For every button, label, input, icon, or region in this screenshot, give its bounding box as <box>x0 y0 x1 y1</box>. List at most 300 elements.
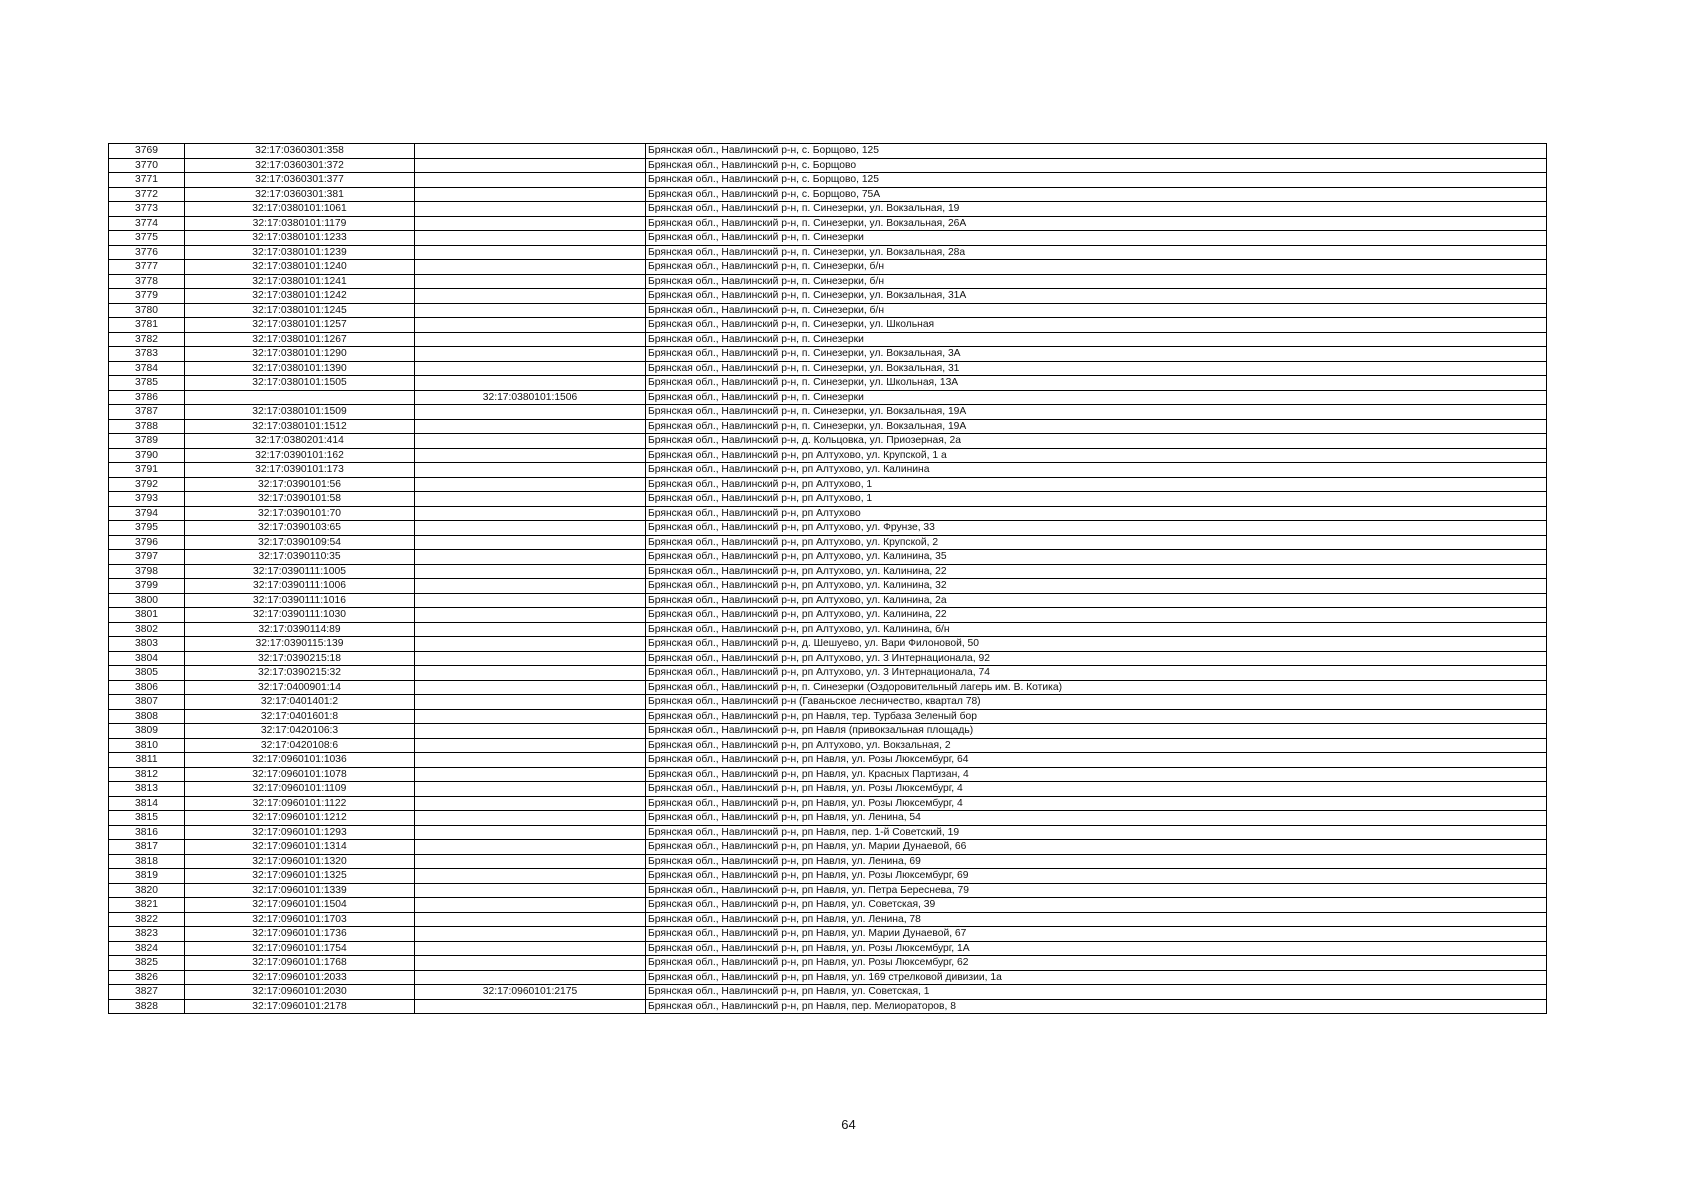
cadastral-number-cell: 32:17:0380101:1509 <box>185 405 415 420</box>
address-cell: Брянская обл., Навлинский р-н, п. Синезерки (Оздоровительный лагерь им. В. Котика) <box>646 680 1547 695</box>
secondary-cadastral-number-cell <box>415 187 646 202</box>
cadastral-number-cell: 32:17:0390101:58 <box>185 492 415 507</box>
secondary-cadastral-number-cell <box>415 608 646 623</box>
cadastral-number-cell: 32:17:0380101:1241 <box>185 274 415 289</box>
secondary-cadastral-number-cell <box>415 245 646 260</box>
address-cell: Брянская обл., Навлинский р-н, рп Алтухово, 1 <box>646 492 1547 507</box>
address-cell: Брянская обл., Навлинский р-н, п. Синезерки, ул. Вокзальная, 31А <box>646 289 1547 304</box>
row-number-cell: 3785 <box>109 376 185 391</box>
secondary-cadastral-number-cell <box>415 405 646 420</box>
secondary-cadastral-number-cell <box>415 651 646 666</box>
row-number-cell: 3805 <box>109 666 185 681</box>
secondary-cadastral-number-cell <box>415 927 646 942</box>
address-cell: Брянская обл., Навлинский р-н, рп Алтухово, ул. Крупской, 1 а <box>646 448 1547 463</box>
address-cell: Брянская обл., Навлинский р-н, рп Навля, ул. Розы Люксембург, 62 <box>646 956 1547 971</box>
table-row <box>109 202 1547 217</box>
table-row <box>109 985 1547 1000</box>
secondary-cadastral-number-cell <box>415 158 646 173</box>
row-number-cell: 3801 <box>109 608 185 623</box>
cadastral-number-cell: 32:17:0420106:3 <box>185 724 415 739</box>
address-cell: Брянская обл., Навлинский р-н, п. Синезерки, ул. Вокзальная, 19А <box>646 419 1547 434</box>
address-cell: Брянская обл., Навлинский р-н, рп Алтухово, ул. 3 Интернационала, 74 <box>646 666 1547 681</box>
table-row <box>109 883 1547 898</box>
cadastral-number-cell: 32:17:0390110:35 <box>185 550 415 565</box>
row-number-cell: 3787 <box>109 405 185 420</box>
row-number-cell: 3771 <box>109 173 185 188</box>
row-number-cell: 3814 <box>109 796 185 811</box>
cadastral-number-cell: 32:17:0960101:2033 <box>185 970 415 985</box>
table-row <box>109 651 1547 666</box>
secondary-cadastral-number-cell <box>415 854 646 869</box>
cadastral-number-cell: 32:17:0960101:1325 <box>185 869 415 884</box>
row-number-cell: 3793 <box>109 492 185 507</box>
row-number-cell: 3798 <box>109 564 185 579</box>
cadastral-number-cell: 32:17:0390215:32 <box>185 666 415 681</box>
address-cell: Брянская обл., Навлинский р-н, рп Алтухово, ул. Калинина, 2а <box>646 593 1547 608</box>
row-number-cell: 3828 <box>109 999 185 1014</box>
row-number-cell: 3819 <box>109 869 185 884</box>
table-row <box>109 608 1547 623</box>
cadastral-number-cell: 32:17:0380101:1179 <box>185 216 415 231</box>
cadastral-number-cell: 32:17:0960101:1754 <box>185 941 415 956</box>
row-number-cell: 3803 <box>109 637 185 652</box>
row-number-cell: 3783 <box>109 347 185 362</box>
address-cell: Брянская обл., Навлинский р-н, п. Синезерки, б/н <box>646 303 1547 318</box>
cadastral-number-cell: 32:17:0960101:1036 <box>185 753 415 768</box>
cadastral-number-cell: 32:17:0960101:1320 <box>185 854 415 869</box>
row-number-cell: 3780 <box>109 303 185 318</box>
address-cell: Брянская обл., Навлинский р-н, рп Навля, ул. Петра Береснева, 79 <box>646 883 1547 898</box>
cadastral-number-cell: 32:17:0380101:1390 <box>185 361 415 376</box>
row-number-cell: 3802 <box>109 622 185 637</box>
table-row <box>109 434 1547 449</box>
cadastral-number-cell: 32:17:0960101:1109 <box>185 782 415 797</box>
table-body <box>109 144 1547 1014</box>
cadastral-number-cell: 32:17:0960101:2178 <box>185 999 415 1014</box>
address-cell: Брянская обл., Навлинский р-н, с. Борщово, 75А <box>646 187 1547 202</box>
address-cell: Брянская обл., Навлинский р-н, рп Навля, ул. Ленина, 78 <box>646 912 1547 927</box>
secondary-cadastral-number-cell <box>415 593 646 608</box>
table-row <box>109 593 1547 608</box>
cadastral-number-cell: 32:17:0390101:162 <box>185 448 415 463</box>
secondary-cadastral-number-cell <box>415 999 646 1014</box>
secondary-cadastral-number-cell <box>415 492 646 507</box>
address-cell: Брянская обл., Навлинский р-н, рп Навля, пер. Мелиораторов, 8 <box>646 999 1547 1014</box>
cadastral-number-cell: 32:17:0380101:1267 <box>185 332 415 347</box>
secondary-cadastral-number-cell <box>415 564 646 579</box>
row-number-cell: 3823 <box>109 927 185 942</box>
table-row <box>109 376 1547 391</box>
address-cell: Брянская обл., Навлинский р-н, рп Навля, ул. Ленина, 69 <box>646 854 1547 869</box>
row-number-cell: 3797 <box>109 550 185 565</box>
row-number-cell: 3778 <box>109 274 185 289</box>
row-number-cell: 3772 <box>109 187 185 202</box>
address-cell: Брянская обл., Навлинский р-н, рп Алтухово, ул. Крупской, 2 <box>646 535 1547 550</box>
address-cell: Брянская обл., Навлинский р-н, рп Алтухово <box>646 506 1547 521</box>
row-number-cell: 3806 <box>109 680 185 695</box>
address-cell: Брянская обл., Навлинский р-н, с. Борщово <box>646 158 1547 173</box>
table-row <box>109 767 1547 782</box>
cadastral-number-cell: 32:17:0960101:1768 <box>185 956 415 971</box>
cadastral-number-cell: 32:17:0420108:6 <box>185 738 415 753</box>
cadastral-number-cell: 32:17:0390215:18 <box>185 651 415 666</box>
table-row <box>109 245 1547 260</box>
secondary-cadastral-number-cell <box>415 840 646 855</box>
address-cell: Брянская обл., Навлинский р-н, рп Алтухово, ул. Калинина, 22 <box>646 608 1547 623</box>
address-cell: Брянская обл., Навлинский р-н, рп Навля, ул. Розы Люксембург, 4 <box>646 796 1547 811</box>
cadastral-number-cell: 32:17:0380101:1512 <box>185 419 415 434</box>
cadastral-number-cell: 32:17:0360301:381 <box>185 187 415 202</box>
secondary-cadastral-number-cell <box>415 274 646 289</box>
secondary-cadastral-number-cell <box>415 680 646 695</box>
address-cell: Брянская обл., Навлинский р-н, рп Навля, ул. Ленина, 54 <box>646 811 1547 826</box>
row-number-cell: 3813 <box>109 782 185 797</box>
address-cell: Брянская обл., Навлинский р-н, рп Алтухово, ул. Калинина, 32 <box>646 579 1547 594</box>
cadastral-number-cell: 32:17:0960101:1703 <box>185 912 415 927</box>
row-number-cell: 3818 <box>109 854 185 869</box>
table-row <box>109 303 1547 318</box>
table-row <box>109 390 1547 405</box>
table-row <box>109 216 1547 231</box>
cadastral-number-cell: 32:17:0380101:1245 <box>185 303 415 318</box>
cadastral-number-cell: 32:17:0960101:2030 <box>185 985 415 1000</box>
secondary-cadastral-number-cell <box>415 318 646 333</box>
row-number-cell: 3810 <box>109 738 185 753</box>
address-cell: Брянская обл., Навлинский р-н, рп Навля, пер. 1-й Советский, 19 <box>646 825 1547 840</box>
secondary-cadastral-number-cell <box>415 695 646 710</box>
secondary-cadastral-number-cell <box>415 956 646 971</box>
row-number-cell: 3804 <box>109 651 185 666</box>
cadastral-number-cell: 32:17:0390111:1030 <box>185 608 415 623</box>
secondary-cadastral-number-cell <box>415 202 646 217</box>
secondary-cadastral-number-cell <box>415 173 646 188</box>
table-row <box>109 448 1547 463</box>
table-row <box>109 550 1547 565</box>
row-number-cell: 3815 <box>109 811 185 826</box>
secondary-cadastral-number-cell <box>415 782 646 797</box>
secondary-cadastral-number-cell <box>415 912 646 927</box>
secondary-cadastral-number-cell <box>415 869 646 884</box>
cadastral-number-cell: 32:17:0360301:358 <box>185 144 415 159</box>
cadastral-number-cell: 32:17:0960101:1078 <box>185 767 415 782</box>
address-cell: Брянская обл., Навлинский р-н, п. Синезерки, б/н <box>646 274 1547 289</box>
address-cell: Брянская обл., Навлинский р-н, рп Алтухово, ул. 3 Интернационала, 92 <box>646 651 1547 666</box>
secondary-cadastral-number-cell <box>415 419 646 434</box>
secondary-cadastral-number-cell <box>415 144 646 159</box>
secondary-cadastral-number-cell <box>415 767 646 782</box>
cadastral-number-cell: 32:17:0390101:70 <box>185 506 415 521</box>
secondary-cadastral-number-cell <box>415 303 646 318</box>
address-cell: Брянская обл., Навлинский р-н, п. Синезерки <box>646 332 1547 347</box>
address-cell: Брянская обл., Навлинский р-н, рп Алтухово, 1 <box>646 477 1547 492</box>
address-cell: Брянская обл., Навлинский р-н, рп Навля, ул. Розы Люксембург, 1А <box>646 941 1547 956</box>
secondary-cadastral-number-cell <box>415 231 646 246</box>
page-number: 64 <box>841 1117 856 1132</box>
table-row <box>109 637 1547 652</box>
secondary-cadastral-number-cell <box>415 941 646 956</box>
cadastral-number-cell: 32:17:0390114:89 <box>185 622 415 637</box>
register-table <box>108 143 1547 1014</box>
row-number-cell: 3826 <box>109 970 185 985</box>
secondary-cadastral-number-cell <box>415 637 646 652</box>
address-cell: Брянская обл., Навлинский р-н, рп Навля (привокзальная площадь) <box>646 724 1547 739</box>
secondary-cadastral-number-cell <box>415 970 646 985</box>
table-row <box>109 724 1547 739</box>
cadastral-number-cell: 32:17:0390115:139 <box>185 637 415 652</box>
secondary-cadastral-number-cell <box>415 448 646 463</box>
table-row <box>109 579 1547 594</box>
table-row <box>109 970 1547 985</box>
table-row <box>109 535 1547 550</box>
row-number-cell: 3800 <box>109 593 185 608</box>
secondary-cadastral-number-cell <box>415 347 646 362</box>
row-number-cell: 3796 <box>109 535 185 550</box>
address-cell: Брянская обл., Навлинский р-н, рп Навля, ул. Розы Люксембург, 64 <box>646 753 1547 768</box>
address-cell: Брянская обл., Навлинский р-н, д. Шешуево, ул. Вари Филоновой, 50 <box>646 637 1547 652</box>
table-row <box>109 463 1547 478</box>
table-row <box>109 825 1547 840</box>
address-cell: Брянская обл., Навлинский р-н, с. Борщово, 125 <box>646 173 1547 188</box>
address-cell: Брянская обл., Навлинский р-н, п. Синезерки, ул. Вокзальная, 28а <box>646 245 1547 260</box>
address-cell: Брянская обл., Навлинский р-н, с. Борщово, 125 <box>646 144 1547 159</box>
table-row <box>109 869 1547 884</box>
secondary-cadastral-number-cell <box>415 434 646 449</box>
row-number-cell: 3788 <box>109 419 185 434</box>
table-row <box>109 318 1547 333</box>
table-row <box>109 927 1547 942</box>
row-number-cell: 3784 <box>109 361 185 376</box>
table-row <box>109 289 1547 304</box>
secondary-cadastral-number-cell <box>415 898 646 913</box>
cadastral-number-cell: 32:17:0400901:14 <box>185 680 415 695</box>
table-row <box>109 158 1547 173</box>
cadastral-number-cell: 32:17:0380101:1505 <box>185 376 415 391</box>
address-cell: Брянская обл., Навлинский р-н, п. Синезерки, ул. Школьная, 13А <box>646 376 1547 391</box>
cadastral-number-cell: 32:17:0960101:1314 <box>185 840 415 855</box>
row-number-cell: 3825 <box>109 956 185 971</box>
secondary-cadastral-number-cell <box>415 811 646 826</box>
address-cell: Брянская обл., Навлинский р-н, рп Навля, ул. Советская, 1 <box>646 985 1547 1000</box>
cadastral-number-cell: 32:17:0380101:1239 <box>185 245 415 260</box>
row-number-cell: 3769 <box>109 144 185 159</box>
secondary-cadastral-number-cell <box>415 535 646 550</box>
table-row <box>109 840 1547 855</box>
table-row <box>109 811 1547 826</box>
row-number-cell: 3779 <box>109 289 185 304</box>
row-number-cell: 3781 <box>109 318 185 333</box>
address-cell: Брянская обл., Навлинский р-н, рп Алтухово, ул. Вокзальная, 2 <box>646 738 1547 753</box>
cadastral-number-cell: 32:17:0380101:1061 <box>185 202 415 217</box>
table-row <box>109 419 1547 434</box>
row-number-cell: 3821 <box>109 898 185 913</box>
address-cell: Брянская обл., Навлинский р-н (Гаваньское лесничество, квартал 78) <box>646 695 1547 710</box>
address-cell: Брянская обл., Навлинский р-н, п. Синезерки <box>646 390 1547 405</box>
row-number-cell: 3816 <box>109 825 185 840</box>
cadastral-number-cell: 32:17:0380201:414 <box>185 434 415 449</box>
cadastral-number-cell: 32:17:0390111:1016 <box>185 593 415 608</box>
secondary-cadastral-number-cell <box>415 361 646 376</box>
table-row <box>109 709 1547 724</box>
row-number-cell: 3808 <box>109 709 185 724</box>
address-cell: Брянская обл., Навлинский р-н, рп Алтухово, ул. Калинина, 35 <box>646 550 1547 565</box>
table-row <box>109 956 1547 971</box>
row-number-cell: 3790 <box>109 448 185 463</box>
secondary-cadastral-number-cell <box>415 883 646 898</box>
table-row <box>109 564 1547 579</box>
secondary-cadastral-number-cell <box>415 463 646 478</box>
row-number-cell: 3795 <box>109 521 185 536</box>
cadastral-number-cell: 32:17:0401401:2 <box>185 695 415 710</box>
cadastral-number-cell: 32:17:0380101:1233 <box>185 231 415 246</box>
address-cell: Брянская обл., Навлинский р-н, п. Синезерки, ул. Вокзальная, 26А <box>646 216 1547 231</box>
address-cell: Брянская обл., Навлинский р-н, рп Навля, ул. Розы Люксембург, 69 <box>646 869 1547 884</box>
address-cell: Брянская обл., Навлинский р-н, п. Синезерки, б/н <box>646 260 1547 275</box>
secondary-cadastral-number-cell <box>415 825 646 840</box>
secondary-cadastral-number-cell <box>415 579 646 594</box>
cadastral-number-cell: 32:17:0390103:65 <box>185 521 415 536</box>
secondary-cadastral-number-cell <box>415 738 646 753</box>
row-number-cell: 3794 <box>109 506 185 521</box>
secondary-cadastral-number-cell: 32:17:0380101:1506 <box>415 390 646 405</box>
cadastral-number-cell: 32:17:0390101:173 <box>185 463 415 478</box>
secondary-cadastral-number-cell <box>415 796 646 811</box>
secondary-cadastral-number-cell <box>415 521 646 536</box>
address-cell: Брянская обл., Навлинский р-н, п. Синезерки, ул. Школьная <box>646 318 1547 333</box>
cadastral-number-cell: 32:17:0390109:54 <box>185 535 415 550</box>
secondary-cadastral-number-cell <box>415 550 646 565</box>
address-cell: Брянская обл., Навлинский р-н, д. Кольцовка, ул. Приозерная, 2а <box>646 434 1547 449</box>
secondary-cadastral-number-cell <box>415 289 646 304</box>
cadastral-number-cell: 32:17:0960101:1504 <box>185 898 415 913</box>
table-row <box>109 332 1547 347</box>
address-cell: Брянская обл., Навлинский р-н, рп Навля, тер. Турбаза Зеленый бор <box>646 709 1547 724</box>
cadastral-number-cell <box>185 390 415 405</box>
table-row <box>109 912 1547 927</box>
table-row <box>109 477 1547 492</box>
row-number-cell: 3807 <box>109 695 185 710</box>
table-row <box>109 898 1547 913</box>
address-cell: Брянская обл., Навлинский р-н, п. Синезерки <box>646 231 1547 246</box>
cadastral-number-cell: 32:17:0390111:1006 <box>185 579 415 594</box>
table-row <box>109 405 1547 420</box>
row-number-cell: 3775 <box>109 231 185 246</box>
table-row <box>109 506 1547 521</box>
secondary-cadastral-number-cell <box>415 376 646 391</box>
secondary-cadastral-number-cell <box>415 666 646 681</box>
row-number-cell: 3773 <box>109 202 185 217</box>
table-row <box>109 796 1547 811</box>
table-row <box>109 753 1547 768</box>
table-row <box>109 521 1547 536</box>
cadastral-number-cell: 32:17:0380101:1240 <box>185 260 415 275</box>
cadastral-number-cell: 32:17:0380101:1290 <box>185 347 415 362</box>
table-row <box>109 492 1547 507</box>
address-cell: Брянская обл., Навлинский р-н, рп Алтухово, ул. Калинина, 22 <box>646 564 1547 579</box>
cadastral-number-cell: 32:17:0960101:1736 <box>185 927 415 942</box>
secondary-cadastral-number-cell <box>415 332 646 347</box>
cadastral-number-cell: 32:17:0960101:1212 <box>185 811 415 826</box>
address-cell: Брянская обл., Навлинский р-н, рп Навля, ул. Марии Дунаевой, 66 <box>646 840 1547 855</box>
row-number-cell: 3791 <box>109 463 185 478</box>
address-cell: Брянская обл., Навлинский р-н, рп Навля, ул. 169 стрелковой дивизии, 1а <box>646 970 1547 985</box>
table-row <box>109 231 1547 246</box>
cadastral-number-cell: 32:17:0380101:1242 <box>185 289 415 304</box>
address-cell: Брянская обл., Навлинский р-н, рп Навля, ул. Розы Люксембург, 4 <box>646 782 1547 797</box>
table-row <box>109 854 1547 869</box>
address-cell: Брянская обл., Навлинский р-н, п. Синезерки, ул. Вокзальная, 31 <box>646 361 1547 376</box>
cadastral-number-cell: 32:17:0960101:1339 <box>185 883 415 898</box>
row-number-cell: 3809 <box>109 724 185 739</box>
address-cell: Брянская обл., Навлинский р-н, рп Алтухово, ул. Калинина <box>646 463 1547 478</box>
table-row <box>109 695 1547 710</box>
secondary-cadastral-number-cell <box>415 753 646 768</box>
address-cell: Брянская обл., Навлинский р-н, п. Синезерки, ул. Вокзальная, 19 <box>646 202 1547 217</box>
cadastral-number-cell: 32:17:0401601:8 <box>185 709 415 724</box>
row-number-cell: 3774 <box>109 216 185 231</box>
address-cell: Брянская обл., Навлинский р-н, рп Алтухово, ул. Калинина, б/н <box>646 622 1547 637</box>
table-row <box>109 347 1547 362</box>
row-number-cell: 3812 <box>109 767 185 782</box>
table-row <box>109 361 1547 376</box>
row-number-cell: 3776 <box>109 245 185 260</box>
row-number-cell: 3820 <box>109 883 185 898</box>
cadastral-number-cell: 32:17:0960101:1293 <box>185 825 415 840</box>
address-cell: Брянская обл., Навлинский р-н, рп Навля, ул. Марии Дунаевой, 67 <box>646 927 1547 942</box>
row-number-cell: 3770 <box>109 158 185 173</box>
secondary-cadastral-number-cell <box>415 622 646 637</box>
row-number-cell: 3786 <box>109 390 185 405</box>
secondary-cadastral-number-cell <box>415 216 646 231</box>
cadastral-number-cell: 32:17:0390101:56 <box>185 477 415 492</box>
secondary-cadastral-number-cell <box>415 724 646 739</box>
table-row <box>109 173 1547 188</box>
row-number-cell: 3817 <box>109 840 185 855</box>
row-number-cell: 3782 <box>109 332 185 347</box>
cadastral-number-cell: 32:17:0380101:1257 <box>185 318 415 333</box>
table-row <box>109 666 1547 681</box>
row-number-cell: 3789 <box>109 434 185 449</box>
row-number-cell: 3811 <box>109 753 185 768</box>
address-cell: Брянская обл., Навлинский р-н, п. Синезерки, ул. Вокзальная, 19А <box>646 405 1547 420</box>
cadastral-number-cell: 32:17:0390111:1005 <box>185 564 415 579</box>
address-cell: Брянская обл., Навлинский р-н, рп Навля, ул. Советская, 39 <box>646 898 1547 913</box>
row-number-cell: 3777 <box>109 260 185 275</box>
table-row <box>109 941 1547 956</box>
address-cell: Брянская обл., Навлинский р-н, п. Синезерки, ул. Вокзальная, 3А <box>646 347 1547 362</box>
row-number-cell: 3799 <box>109 579 185 594</box>
table-row <box>109 738 1547 753</box>
table-row <box>109 999 1547 1014</box>
table-row <box>109 622 1547 637</box>
address-cell: Брянская обл., Навлинский р-н, рп Алтухово, ул. Фрунзе, 33 <box>646 521 1547 536</box>
row-number-cell: 3792 <box>109 477 185 492</box>
cadastral-number-cell: 32:17:0960101:1122 <box>185 796 415 811</box>
secondary-cadastral-number-cell <box>415 709 646 724</box>
table-row <box>109 144 1547 159</box>
table-row <box>109 260 1547 275</box>
cadastral-number-cell: 32:17:0360301:377 <box>185 173 415 188</box>
row-number-cell: 3824 <box>109 941 185 956</box>
secondary-cadastral-number-cell <box>415 477 646 492</box>
secondary-cadastral-number-cell: 32:17:0960101:2175 <box>415 985 646 1000</box>
secondary-cadastral-number-cell <box>415 260 646 275</box>
table-row <box>109 680 1547 695</box>
secondary-cadastral-number-cell <box>415 506 646 521</box>
cadastral-number-cell: 32:17:0360301:372 <box>185 158 415 173</box>
row-number-cell: 3827 <box>109 985 185 1000</box>
table-row <box>109 274 1547 289</box>
address-cell: Брянская обл., Навлинский р-н, рп Навля, ул. Красных Партизан, 4 <box>646 767 1547 782</box>
